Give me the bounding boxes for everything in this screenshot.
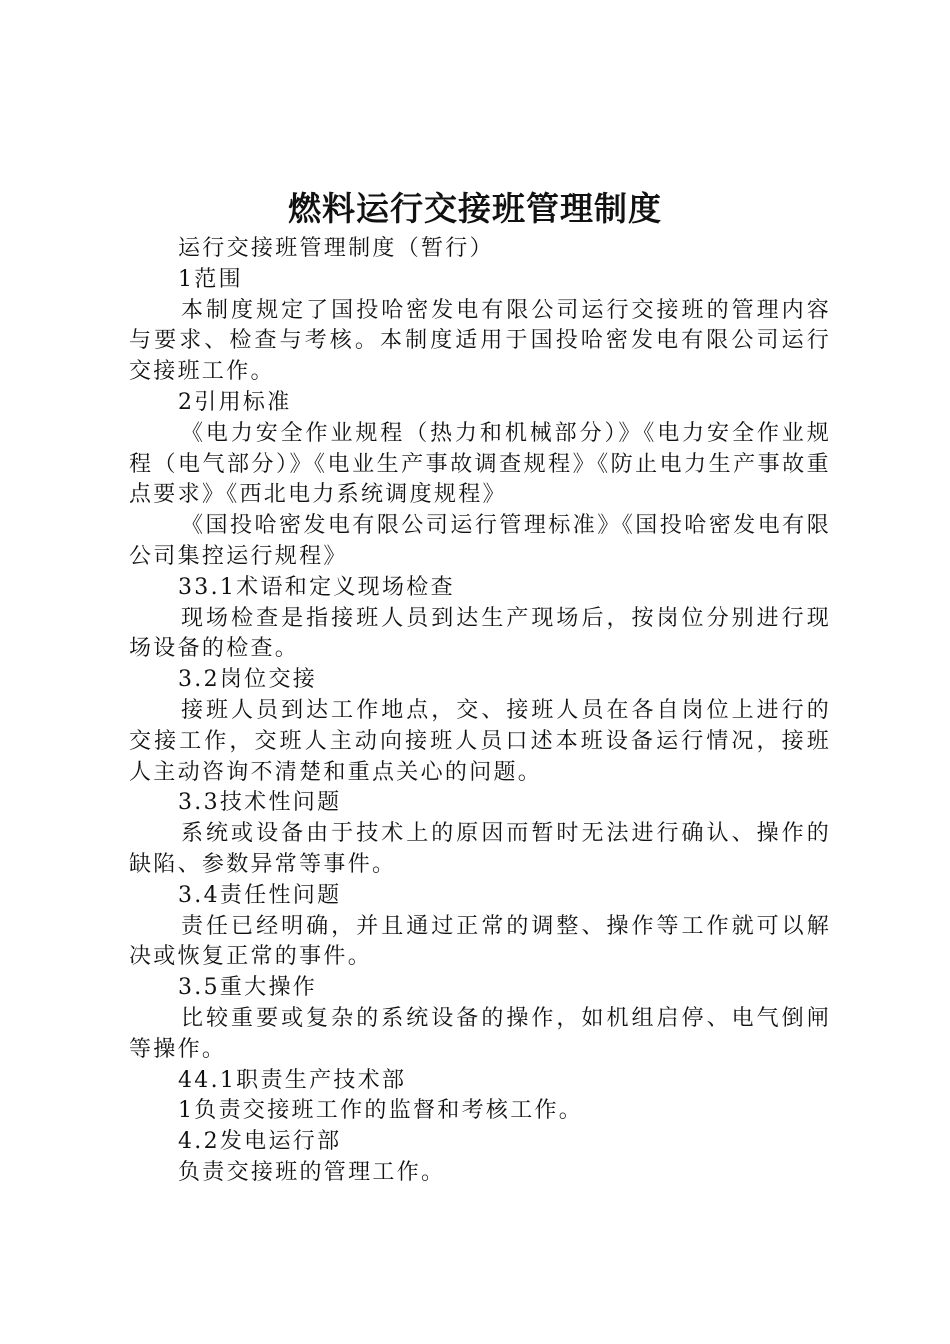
paragraph: 接班人员到达工作地点，交、接班人员在各自岗位上进行的交接工作，交班人主动向接班人员口述本班设备运行情况，接班人主动咨询不清楚和重点关心的问题。 — [129, 697, 831, 785]
section-heading: 4.2发电运行部 — [178, 1129, 342, 1155]
paragraph: 现场检查是指接班人员到达生产现场后，按岗位分别进行现场设备的检查。 — [129, 605, 831, 662]
document-title: 燃料运行交接班管理制度 — [288, 189, 662, 228]
paragraph: 责任已经明确，并且通过正常的调整、操作等工作就可以解决或恢复正常的事件。 — [129, 913, 831, 970]
section-heading: 33.1术语和定义现场检查 — [178, 574, 455, 600]
section-heading: 1范围 — [178, 266, 243, 292]
paragraph: 《电力安全作业规程（热力和机械部分）》《电力安全作业规程（电气部分）》《电业生产事故调查规程》《防止电力生产事故重点要求》《西北电力系统调度规程》 — [129, 420, 831, 508]
document-body — [129, 234, 831, 1189]
paragraph: 系统或设备由于技术上的原因而暂时无法进行确认、操作的缺陷、参数异常等事件。 — [129, 821, 831, 877]
paragraph: 本制度规定了国投哈密发电有限公司运行交接班的管理内容与要求、检查与考核。本制度适用于国投哈密发电有限公司运行交接班工作。 — [129, 297, 831, 385]
paragraph: 运行交接班管理制度（暂行） — [178, 236, 494, 261]
paragraph: 《国投哈密发电有限公司运行管理标准》《国投哈密发电有限公司集控运行规程》 — [129, 513, 831, 569]
section-heading: 44.1职责生产技术部 — [178, 1067, 407, 1093]
section-heading: 2引用标准 — [178, 389, 292, 415]
section-heading: 3.2岗位交接 — [178, 667, 318, 693]
paragraph: 1负责交接班工作的监督和考核工作。 — [178, 1098, 584, 1124]
section-heading: 3.4责任性问题 — [178, 882, 342, 908]
section-heading: 3.3技术性问题 — [178, 790, 342, 816]
paragraph: 比较重要或复杂的系统设备的操作，如机组启停、电气倒闸等操作。 — [129, 1005, 831, 1062]
paragraph: 负责交接班的管理工作。 — [178, 1159, 446, 1185]
section-heading: 3.5重大操作 — [178, 975, 318, 1001]
